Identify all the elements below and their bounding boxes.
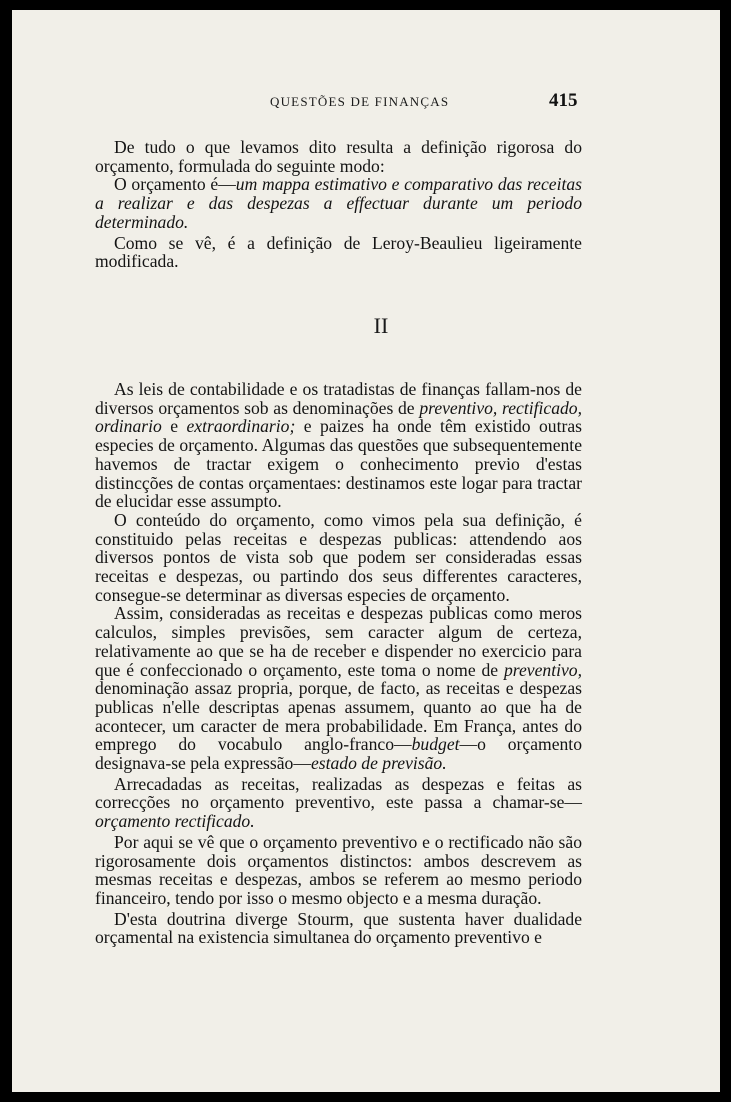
body-paragraph-3 [95,604,582,772]
section-number: II [373,313,389,338]
section-heading [12,313,720,339]
intro-paragraph-2 [95,175,582,231]
body-p1-text-c: e paizes ha onde têm existido outras especies de orçamento. Algumas das questões que subsequentemente havemos de tractar exigem o conhecimento previo d'estas distincções de contas orçamentaes: destinamos este logar para tractar de elucidar esse assumpto. [95,416,583,512]
intro-text [95,138,582,271]
body-paragraph-2: O conteúdo do orçamento, como vimos pela sua definição, é constituido pelas receitas e despezas publicas: attendendo aos diversos pontos de vista sob que podem ser consideradas essas receitas e despezas, ou partindo dos seus differentes caracteres, consegue-se determinar as diversas especies de orçamento. [95,509,582,605]
body-paragraph-4 [95,775,582,831]
body-p3-term-3: estado de previsão. [310,753,447,774]
definition-text: um mappa estimativo e comparativo das receitas a realizar e das despezas a effectuar durante um periodo determinado. [95,174,583,232]
book-page [12,10,720,1092]
intro-paragraph-1: De tudo o que levamos dito resulta a definição rigorosa do orçamento, formulada do seguinte modo: [95,137,582,176]
body-p1-text-a: As leis de contabilidade e os tratadistas de finanças fallam-nos de diversos orçamentos sob as denominações de [95,379,582,418]
body-p4-term-1: orçamento rectificado. [95,811,255,832]
body-p3-text-c: —o orçamento designava-se pela expressão— [95,734,582,774]
intro-paragraph-3: Como se vê, é a definição de Leroy-Beaulieu ligeiramente modificada. [95,232,582,272]
body-p1-term-1: preventivo, rectificado, ordinario [95,397,582,437]
page-number: 415 [549,90,578,111]
body-p3-text-a: Assim, consideradas as receitas e despezas publicas como meros calculos, simples previsões, sem caracter algum de certeza, relativamente ao que se ha de receber e dispender no exercicio para que é confeccionado o orçamento, este toma o nome de [95,603,582,680]
body-p3-text-b: denominação assaz propria, porque, de facto, as receitas e despezas publicas n'elle descriptas apenas assumem, quanto ao que ha de acontecer, um caracter de mera probabilidade. Em França, antes do emprego do vocabulo anglo-franco— [95,678,582,755]
body-p1-text-b: e [161,416,187,437]
body-paragraph-1 [95,380,582,511]
definition-lead: O orçamento é— [114,174,236,195]
body-paragraph-6: D'esta doutrina diverge Stourm, que sustenta haver dualidade orçamental na existencia simultanea do orçamento preventivo e [95,908,582,948]
body-p4-text-a: Arrecadadas as receitas, realizadas as despezas e feitas as correcções no orçamento preventivo, este passa a chamar-se— [95,773,582,813]
running-title: QUESTÕES DE FINANÇAS [270,94,450,109]
section-body [95,380,582,947]
body-p3-term-1: preventivo, [504,659,582,680]
body-p3-term-2: budget [411,734,460,755]
body-p1-term-2: extraordinario; [186,416,296,437]
body-paragraph-5: Por aqui se vê que o orçamento preventivo e o rectificado não são rigorosamente dois orçamentos distinctos: ambos descrevem as mesmas receitas e despezas, ambos se referem ao mesmo periodo financeiro, tendo por isso o mesmo objecto e a mesma duração. [95,831,582,908]
